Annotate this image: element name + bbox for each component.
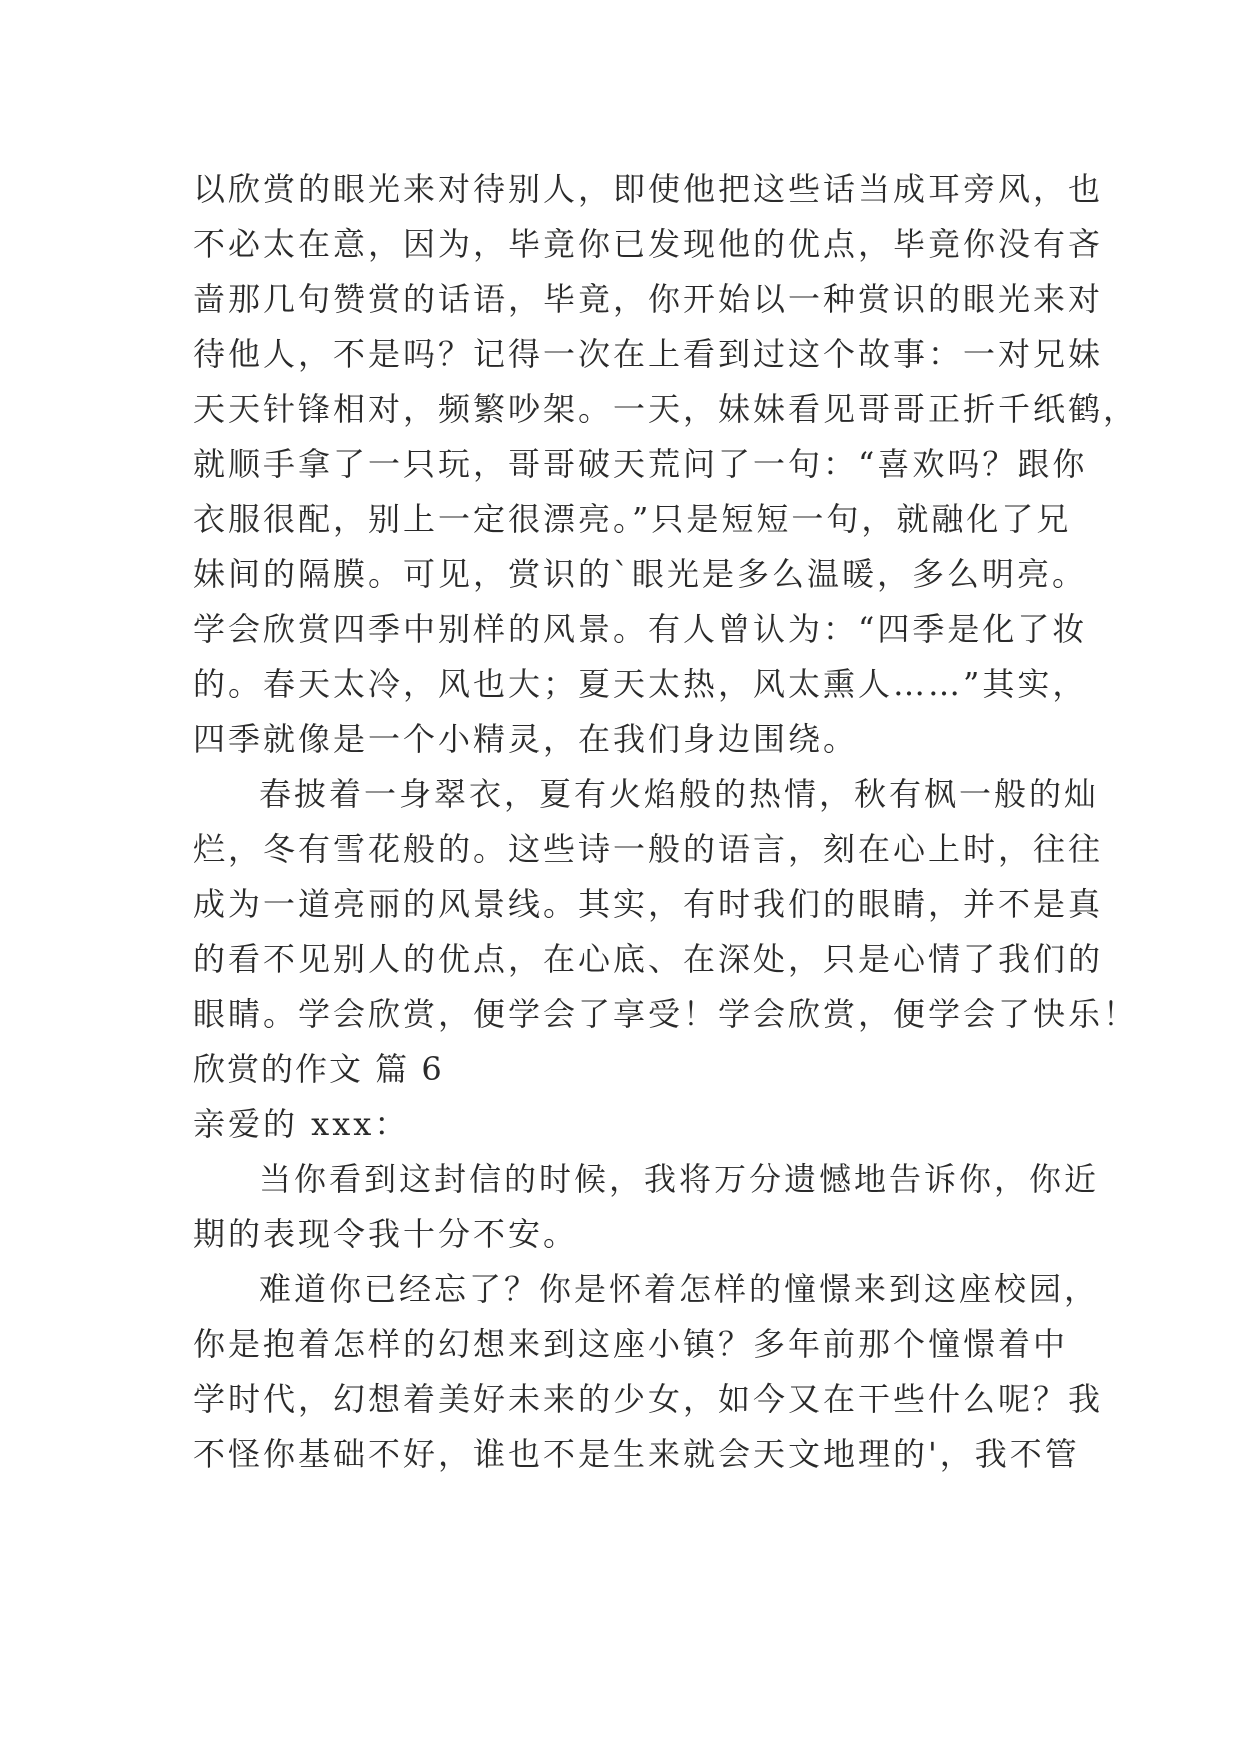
text-line: 天天针锋相对，频繁吵架。一天，妹妹看见哥哥正折千纸鹤，: [193, 390, 1139, 428]
text-line: 的看不见别人的优点，在心底、在深处，只是心情了我们的: [193, 940, 1104, 978]
text-line: 学会欣赏四季中别样的风景。有人曾认为：“四季是化了妆: [193, 610, 1088, 648]
text-line: 不怪你基础不好，谁也不是生来就会天文地理的'，我不管: [193, 1435, 1080, 1473]
text-line: 待他人，不是吗？记得一次在上看到过这个故事：一对兄妹: [193, 335, 1104, 373]
text-line: 你是抱着怎样的幻想来到这座小镇？多年前那个憧憬着中: [193, 1325, 1069, 1363]
text-line: 啬那几句赞赏的话语，毕竟，你开始以一种赏识的眼光来对: [193, 280, 1104, 318]
text-line: 的。春天太冷，风也大；夏天太热，风太熏人……”其实，: [193, 665, 1088, 703]
letter-salutation: 亲爱的 xxx：: [193, 1105, 410, 1143]
text-line: 期的表现令我十分不安。: [193, 1215, 579, 1253]
paragraph-start-line: 春披着一身翠衣，夏有火焰般的热情，秋有枫一般的灿: [259, 775, 1100, 813]
text-line: 成为一道亮丽的风景线。其实，有时我们的眼睛，并不是真: [193, 885, 1104, 923]
text-line: 以欣赏的眼光来对待别人，即使他把这些话当成耳旁风，也: [193, 170, 1104, 208]
text-line: 烂，冬有雪花般的。这些诗一般的语言，刻在心上时，往往: [193, 830, 1104, 868]
paragraph-start-line: 难道你已经忘了？你是怀着怎样的憧憬来到这座校园，: [259, 1270, 1100, 1308]
text-line: 四季就像是一个小精灵，在我们身边围绕。: [193, 720, 859, 758]
text-line: 妹间的隔膜。可见，赏识的`眼光是多么温暖，多么明亮。: [193, 555, 1088, 593]
text-line: 不必太在意，因为，毕竟你已发现他的优点，毕竟你没有吝: [193, 225, 1104, 263]
document-body: [193, 162, 1139, 1482]
text-line: 衣服很配，别上一定很漂亮。”只是短短一句，就融化了兄: [193, 500, 1072, 538]
text-line: 就顺手拿了一只玩，哥哥破天荒问了一句：“喜欢吗？跟你: [193, 445, 1088, 483]
text-line: 眼睛。学会欣赏，便学会了享受！学会欣赏，便学会了快乐！: [193, 995, 1139, 1033]
section-heading: 欣赏的作文 篇 6: [193, 1050, 444, 1088]
text-line: 学时代，幻想着美好未来的少女，如今又在干些什么呢？我: [193, 1380, 1104, 1418]
paragraph-start-line: 当你看到这封信的时候，我将万分遗憾地告诉你，你近: [259, 1160, 1100, 1198]
